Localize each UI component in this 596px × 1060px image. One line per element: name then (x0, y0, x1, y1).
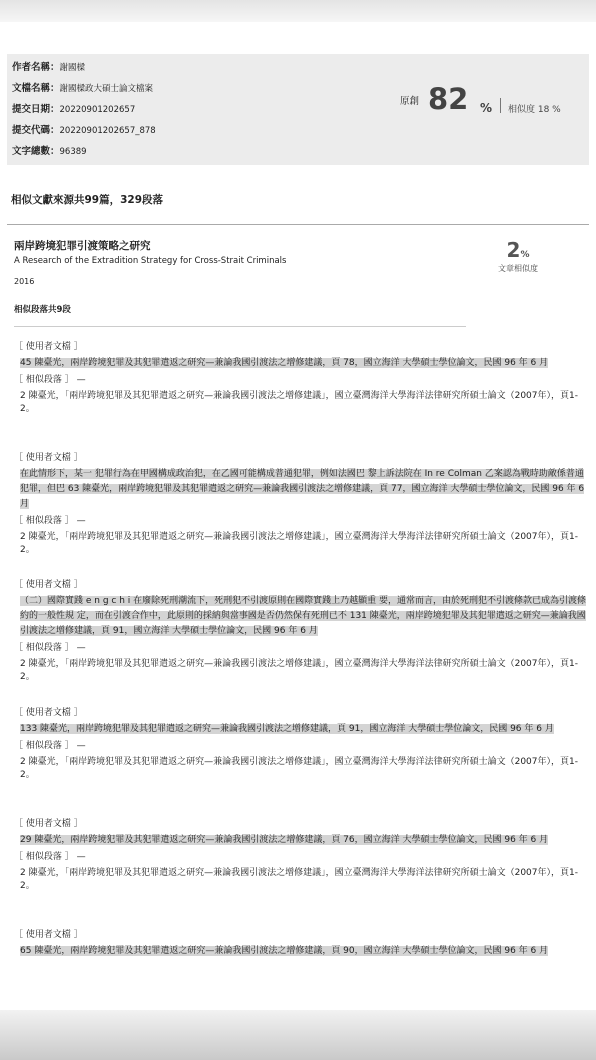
original-percent: 82 (428, 82, 469, 116)
code-row (12, 125, 156, 137)
user-doc-tag: ［ 使用者文檔 ］ (14, 342, 83, 352)
docname-row (12, 83, 153, 95)
source-title[interactable]: 兩岸跨境犯罪引渡策略之研究 (14, 240, 151, 252)
match-entry (14, 452, 586, 557)
author-label: 作者名稱： (12, 62, 60, 73)
similar-para-text: 2 陳臺光，「兩岸跨境犯罪及其犯罪遣返之研究—兼論我國引渡法之增修建議」，國立臺灣海洋大學海洋法律研究所碩士論文（2007年），頁1-2。 (20, 659, 578, 682)
user-doc-tag: ［ 使用者文檔 ］ (14, 930, 83, 940)
user-doc-text: （二）國際實踐 e n g c h i 在廢除死刑潮流下，死刑犯不引渡原則在國際實踐上乃越顯重 要，通常而言，由於死刑犯不引渡條款已成為引渡條約的一般性規 定，而在引渡合作中，此原則的採納與當事國是否仍然保有死刑已不 131 陳臺光，兩岸跨境犯罪及其犯罪遣返之研究—兼論我國引渡法之增修建議，頁 91，國立海洋 大學碩士學位論文，民國 96 年 6 月 (20, 596, 586, 636)
source-similarity (490, 238, 546, 274)
code-label: 提交代碼： (12, 125, 60, 136)
similar-para-text: 2 陳臺光，「兩岸跨境犯罪及其犯罪遣返之研究—兼論我國引渡法之增修建議」，國立臺灣海洋大學海洋法律研究所碩士論文（2007年），頁1-2。 (20, 757, 578, 780)
similar-para-tag: ［ 相似段落 ］ — (14, 643, 86, 653)
original-label: 原創 (400, 96, 420, 107)
user-doc-text: 45 陳臺光，兩岸跨境犯罪及其犯罪遣返之研究—兼論我國引渡法之增修建議，頁 78，國立海洋 大學碩士學位論文，民國 96 年 6 月 (20, 358, 549, 368)
author-row (12, 62, 85, 74)
source-divider (14, 326, 466, 327)
author-value: 謝國樑 (59, 63, 86, 73)
words-label: 文字總數： (12, 146, 60, 157)
similar-para-text: 2 陳臺光，「兩岸跨境犯罪及其犯罪遣返之研究—兼論我國引渡法之增修建議」，國立臺灣海洋大學海洋法律研究所碩士論文（2007年），頁1-2。 (20, 391, 578, 414)
user-doc-tag: ［ 使用者文檔 ］ (14, 580, 83, 590)
user-doc-tag: ［ 使用者文檔 ］ (14, 819, 83, 829)
paragraph-count: 相似段落共9段 (14, 305, 71, 315)
user-doc-text: 在此情形下，某一 犯罪行為在甲國構成政治犯，在乙國可能構成普通犯罪，例如法國巴 黎上訴法院在 In re Colman 乙案認為戰時助敵係普通犯罪，但巴 63 陳臺光，兩岸跨境犯罪及其犯罪遣返之研究—兼論我國引渡法之增修建議，頁 77，國立海洋 大學碩士學位論文，民國 96 年 6 月 (20, 469, 585, 509)
date-row (12, 104, 135, 116)
similar-para-tag: ［ 相似段落 ］ — (14, 741, 86, 751)
match-entry (14, 818, 586, 893)
source-subtitle: A Research of the Extradition Strategy for Cross-Strait Criminals (14, 256, 287, 266)
top-shadow (0, 0, 596, 22)
similarity-text: 相似度 18 % (508, 105, 561, 115)
user-doc-text: 133 陳臺光，兩岸跨境犯罪及其犯罪遣返之研究—兼論我國引渡法之增修建議，頁 91，國立海洋 大學碩士學位論文，民國 96 年 6 月 (20, 724, 554, 734)
source-similarity-number: 2 (506, 238, 521, 262)
user-doc-tag: ［ 使用者文檔 ］ (14, 453, 83, 463)
match-entry (14, 341, 586, 416)
similar-para-tag: ［ 相似段落 ］ — (14, 852, 86, 862)
similar-para-text: 2 陳臺光，「兩岸跨境犯罪及其犯罪遣返之研究—兼論我國引渡法之增修建議」，國立臺灣海洋大學海洋法律研究所碩士論文（2007年），頁1-2。 (20, 532, 578, 555)
date-label: 提交日期： (12, 104, 60, 115)
sources-summary: 相似文獻來源共99篇，329段落 (11, 194, 164, 206)
percent-sign: % (480, 101, 493, 115)
docname-label: 文檔名稱： (12, 83, 60, 94)
similar-para-text: 2 陳臺光，「兩岸跨境犯罪及其犯罪遣返之研究—兼論我國引渡法之增修建議」，國立臺灣海洋大學海洋法律研究所碩士論文（2007年），頁1-2。 (20, 868, 578, 891)
source-similarity-label: 文章相似度 (498, 264, 538, 273)
match-entry (14, 929, 586, 962)
score-divider (500, 98, 501, 113)
similar-para-tag: ［ 相似段落 ］ — (14, 375, 86, 385)
section-divider (7, 224, 589, 225)
words-value: 96389 (59, 147, 87, 157)
bottom-shadow (0, 1010, 596, 1060)
similar-para-tag: ［ 相似段落 ］ — (14, 516, 86, 526)
user-doc-text: 29 陳臺光，兩岸跨境犯罪及其犯罪遣返之研究—兼論我國引渡法之增修建議，頁 76，國立海洋 大學碩士學位論文，民國 96 年 6 月 (20, 835, 549, 845)
docname-value: 謝國樑政大碩士論文檔案 (59, 84, 154, 94)
source-year: 2016 (14, 277, 35, 286)
code-value: 20220901202657_878 (59, 126, 156, 136)
source-similarity-percent: % (520, 250, 530, 260)
words-row (12, 146, 87, 158)
match-entry (14, 707, 586, 782)
match-entry (14, 579, 586, 684)
date-value: 20220901202657 (59, 105, 136, 115)
user-doc-tag: ［ 使用者文檔 ］ (14, 708, 83, 718)
user-doc-text: 65 陳臺光，兩岸跨境犯罪及其犯罪遣返之研究—兼論我國引渡法之增修建議，頁 90，國立海洋 大學碩士學位論文，民國 96 年 6 月 (20, 946, 549, 956)
